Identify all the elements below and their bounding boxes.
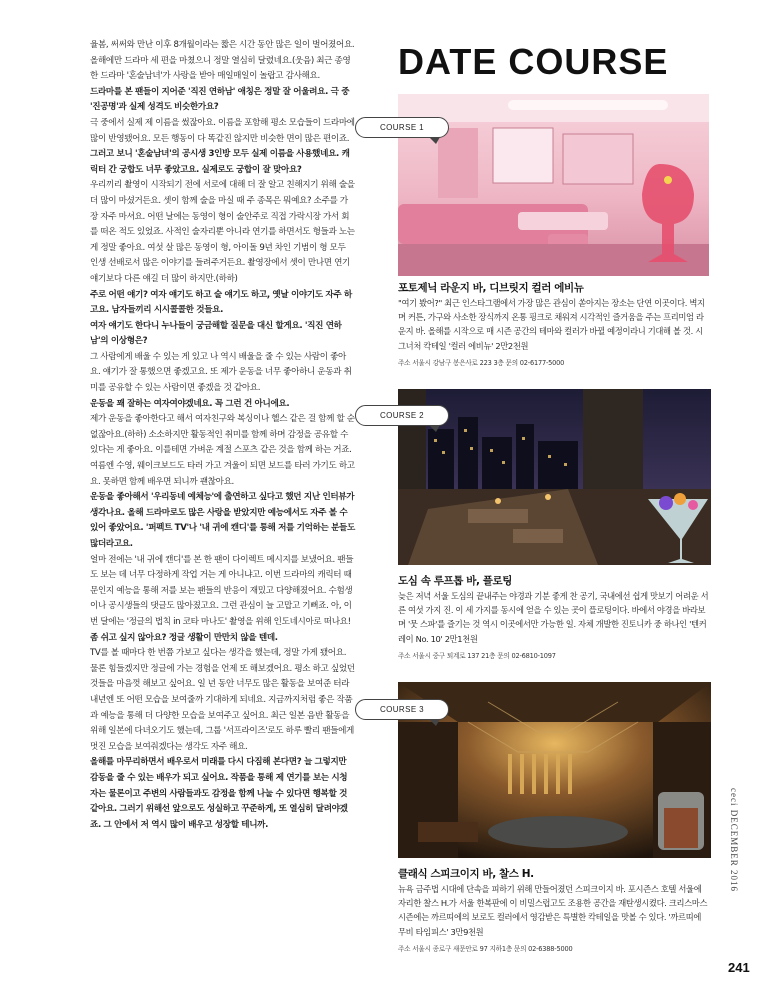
interview-question: 좀 쉬고 싶지 않아요? 정글 생활이 만만치 않을 텐데. bbox=[90, 632, 278, 643]
interview-question: 운동을 좋아해서 '우리동네 예체능'에 출연하고 싶다고 했던 지난 인터뷰가 생각나요. 올해 드라마로도 많은 사랑을 받았지만 예능에서도 자주 볼 수 있어 좋았어요. '퍼펙트 TV'나 '내 귀에 캔디'를 통해 저를 기억하는 분들도 많더라고요. bbox=[90, 492, 355, 549]
interview-question: 드라마를 본 팬들이 지어준 '직진 연하남' 애칭은 정말 잘 어울려요. 극 중 '진공명'과 실제 성격도 비슷한가요? bbox=[90, 86, 350, 113]
course-1-name: 포토제닉 라운지 바, 디브릿지 컬러 에비뉴 bbox=[398, 282, 584, 294]
interview-question: 여자 얘기도 한다니 누나들이 궁금해할 질문을 대신 할게요. '직진 연하남'의 이상형은? bbox=[90, 320, 342, 347]
course-3-info bbox=[398, 866, 710, 953]
interview-question: 운동을 꽤 잘하는 여자여야겠네요. 꼭 그런 건 아니에요. bbox=[90, 398, 290, 409]
interview-paragraph: 우리끼리 촬영이 시작되기 전에 서로에 대해 더 잘 알고 친해지기 위해 술을 더 많이 마셨거든요. 셋이 함께 술을 마실 때 주 종목은 뭐예요? 소주를 가장 자주 마셔요. 어떤 날에는 동영이 형이 술안주로 직접 가락시장 가서 회를 떠온 적도 있었죠. 사적인 술자리뿐 아니라 연기를 하면서도 형들과 노는 게 정말 좋아요. 여섯 살 많은 동영이 형, 아이돌 9년 차인 기범이 형 모두 인생 선배로서 많은 이야기를 들려주거든요. 촬영장에서 셋이 만나면 연기 얘기보다 다른 얘길 더 많이 하지만.(하하) bbox=[90, 180, 355, 284]
course-3-description: 뉴욕 금주법 시대에 단속을 피하기 위해 만들어졌던 스피크이지 바. 포시즌스 호텔 서울에 자리한 찰스 H.가 서울 한복판에 이 비밀스럽고도 조용한 공간을 재탄생시켰다. 크리스마스 시즌에는 까르띠에의 보로도 컬러에서 영감받은 특별한 칵테일을 맛볼 수 있다. '까르띠에 무비 타임피스' 3만9천원 bbox=[398, 884, 708, 937]
interview-paragraph: 얼마 전에는 '내 귀에 캔디'를 본 한 팬이 다이렉트 메시지를 보냈어요. 팬들도 보는 데 너무 다정하게 작업 거는 게 아니냐고. 이번 드라마의 캐릭터 때문인지 예능을 통해 저를 보는 팬들의 반응이 재밌고 다양해졌어요. 수험생이나 공시생들의 댓글도 많아졌고요. 그런 관심이 늘 고맙고 기뻐죠. 아, 이번 달에는 '정글의 법칙 in 코타 마나도' 촬영을 위해 인도네시아로 떠나요! bbox=[90, 554, 354, 627]
course-3-address: 주소 서울시 종로구 새문안로 97 지하1층 문의 02-6388-5000 bbox=[398, 944, 573, 953]
course-2-name: 도심 속 루프톱 바, 플로팅 bbox=[398, 575, 513, 587]
interview-column bbox=[90, 38, 355, 833]
interview-question: 올해를 마무리하면서 배우로서 미래를 다시 다짐해 본다면? 늘 그렇지만 감동을 줄 수 있는 배우가 되고 싶어요. 작품을 통해 제 연기를 보는 시청자는 물론이고 주변의 사람들과도 감정을 함께 나눌 수 있다면 행복할 것 같아요. 그러기 위해선 앞으로도 성실하고 꾸준하게, 또 열심히 달려야겠죠. 그 안에서 저 역시 많이 배우고 성장할 테니까. bbox=[90, 757, 348, 830]
course-1-address: 주소 서울시 강남구 봉은사로 223 3층 문의 02-6177-5000 bbox=[398, 358, 565, 367]
interview-question: 주로 어떤 얘기? 여자 얘기도 하고 술 얘기도 하고, 옛날 이야기도 자주 하고요. 남자들끼리 시시콜콜한 것들요. bbox=[90, 289, 352, 316]
section-title: DATE COURSE bbox=[398, 41, 669, 82]
course-2-address: 주소 서울시 중구 퇴계로 137 21층 문의 02-6810-1097 bbox=[398, 651, 556, 660]
course-1-description: "여기 봤어?" 최근 인스타그램에서 가장 많은 관심이 쏟아지는 장소는 단연 이곳이다. 벽지며 커튼, 가구와 사소한 장식까지 온통 핑크로 채워져 시각적인 즐거움을 주는 프리미엄 라운지 바. 올해를 시작으로 매 시즌 공간의 테마와 컬러가 바뀔 예정이라니 기대해 볼 것. 시그너처 칵테일 '컬러 에비뉴' 2만2천원 bbox=[398, 298, 705, 351]
issue-label: ceci DECEMBER 2016 bbox=[729, 788, 739, 892]
course-3-label: COURSE 3 bbox=[355, 699, 449, 720]
course-2-info bbox=[398, 573, 710, 660]
interview-paragraph: 극 중에서 실제 제 이름을 썼잖아요. 이름을 포함해 평소 모습들이 드라마에 많이 반영됐어요. 모든 행동이 다 똑같진 않지만 비슷한 면이 많은 편이죠. bbox=[90, 117, 355, 144]
interview-paragraph: TV를 볼 때마다 한 번쯤 가보고 싶다는 생각을 했는데, 정말 가게 됐어요. 물론 힘들겠지만 정글에 가는 경험을 언제 또 해보겠어요. 평소 하고 싶었던 것들을 마음껏 해보고 싶어요. 일 년 동안 너무도 많은 활동을 보여준 터라 내년엔 또 어떤 모습을 보여줄까 기대하게 되네요. 지금까지처럼 좋은 작품과 예능을 통해 더 다양한 모습을 보여주고 싶어요. 최근 일본 음반 활동을 위해 일본에 다녀오기도 했는데, 그룹 '서프라이즈'로도 하루 빨리 팬들에게 멋진 모습을 보여줘겠다는 생각도 자주 해요. bbox=[90, 648, 355, 752]
course-3-name: 클래식 스피크이지 바, 찰스 H. bbox=[398, 868, 534, 880]
page-number: 241 bbox=[728, 960, 750, 975]
interview-paragraph: 율봄, 써써와 만난 이후 8개월이라는 짧은 시간 동안 많은 일이 벌어졌어요. 올해에만 드라마 세 편을 마쳤으니 정말 열심히 달렸네요.(웃음) 최근 종영한 드라마 '혼술남녀'가 사랑을 받아 매일매일이 놀랍고 감사해요. bbox=[90, 40, 355, 82]
course-1-info bbox=[398, 280, 710, 367]
interview-paragraph: 그 사람에게 배울 수 있는 게 있고 나 역시 배울을 줄 수 있는 사람이 좋아요. 얘기가 잘 통했으면 좋겠고요. 또 제가 운동을 너무 좋아하니 운동과 취미를 공유할 수 있는 사람이면 좋겠을 것 같아요. bbox=[90, 351, 352, 394]
course-2-description: 늦은 저녁 서울 도심의 끝내주는 야경과 기분 좋게 찬 공기, 국내에선 쉽게 맛보기 어려운 서른 여섯 가지 진. 이 세 가지를 동시에 얻을 수 있는 곳이 플로팅이다. 바에서 야경을 바라보며 '뭇 스파'를 즐기는 것 역시 이곳에서만 가능한 일. 자체 개발한 진토니카 중 하나인 '텐커레이 No. 10' 2만1천원 bbox=[398, 591, 709, 644]
interview-paragraph: 제가 운동을 좋아한다고 해서 여자친구와 복싱이나 헬스 같은 걸 함께 할 순 없잖아요.(하하) 소소하지만 활동적인 취미를 함께 하며 감정을 공유할 수 있다는 게 좋아요. 이를테면 가벼운 계절 스포츠 같은 것을 함께 하는 거죠. 여름엔 수영, 웨이크보드도 타러 가고 겨울이 되면 보드를 타러 가기도 하고요. 못하면 함께 배우면 되니까 괜찮아요. bbox=[90, 414, 355, 487]
interview-question: 그러고 보니 '혼술남녀'의 공시생 3인방 모두 실제 이름을 사용했네요. 캐릭터 간 궁합도 너무 좋았고요. 실제로도 궁합이 잘 맞아요? bbox=[90, 149, 350, 175]
course-2-label: COURSE 2 bbox=[355, 405, 449, 426]
course-1-label: COURSE 1 bbox=[355, 117, 449, 138]
